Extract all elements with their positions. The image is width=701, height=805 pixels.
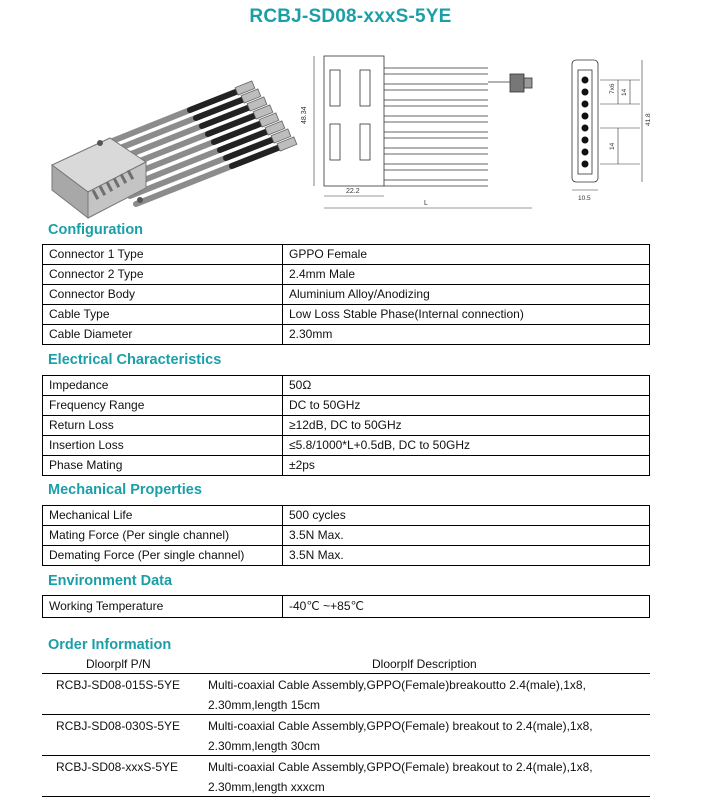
table-row xyxy=(43,396,650,416)
table-row xyxy=(43,546,650,566)
table-row xyxy=(43,285,650,305)
mechanical-table xyxy=(42,505,650,566)
mechanical-heading: Mechanical Properties xyxy=(48,482,202,498)
spec-value: GPPO Female xyxy=(283,245,650,265)
configuration-table xyxy=(42,244,650,345)
table-row xyxy=(43,325,650,345)
table-row xyxy=(43,416,650,436)
part-number: RCBJ-SD08-xxxS-5YE xyxy=(56,760,179,774)
description-line2: 2.30mm,length 15cm xyxy=(208,698,321,712)
table-row xyxy=(42,715,650,756)
spec-value: 3.5N Max. xyxy=(283,546,650,566)
dim-width: 22.2 xyxy=(346,188,360,195)
end-view-drawing xyxy=(572,60,642,190)
spec-key: Mating Force (Per single channel) xyxy=(43,526,283,546)
spec-key: Phase Mating xyxy=(43,456,283,476)
description-line1: Multi-coaxial Cable Assembly,GPPO(Female)breakoutto 2.4(male),1x8, xyxy=(208,678,586,692)
spec-key: Cable Type xyxy=(43,305,283,325)
electrical-table xyxy=(42,375,650,476)
spec-value: ±2ps xyxy=(283,456,650,476)
table-row xyxy=(43,506,650,526)
product-photo xyxy=(52,81,297,218)
table-row xyxy=(43,596,650,618)
environment-table xyxy=(42,595,650,618)
dim-14b: 14 xyxy=(609,142,616,150)
spec-value: 50Ω xyxy=(283,376,650,396)
table-row xyxy=(43,245,650,265)
table-row xyxy=(43,265,650,285)
spec-value: 2.30mm xyxy=(283,325,650,345)
table-row xyxy=(42,674,650,715)
spec-value: 3.5N Max. xyxy=(283,526,650,546)
part-number: RCBJ-SD08-030S-5YE xyxy=(56,719,181,733)
part-number: RCBJ-SD08-015S-5YE xyxy=(56,678,181,692)
dim-41: 41.8 xyxy=(645,113,652,126)
configuration-heading: Configuration xyxy=(48,222,144,238)
spec-key: Return Loss xyxy=(43,416,283,436)
dim-pitch: 7x6 xyxy=(609,83,616,94)
spec-value: ≥12dB, DC to 50GHz xyxy=(283,416,650,436)
table-row xyxy=(43,456,650,476)
dim-height: 48.34 xyxy=(301,106,308,124)
order-table xyxy=(42,657,650,797)
spec-key: Working Temperature xyxy=(43,596,283,618)
spec-key: Demating Force (Per single channel) xyxy=(43,546,283,566)
order-header xyxy=(42,657,650,674)
order-heading: Order Information xyxy=(48,637,172,653)
spec-value: Low Loss Stable Phase(Internal connection) xyxy=(283,305,650,325)
spec-value: -40℃ ~+85℃ xyxy=(283,596,650,618)
spec-key: Frequency Range xyxy=(43,396,283,416)
dim-end: 10.5 xyxy=(578,195,591,202)
spec-key: Connector 1 Type xyxy=(43,245,283,265)
spec-value: ≤5.8/1000*L+0.5dB, DC to 50GHz xyxy=(283,436,650,456)
description-line1: Multi-coaxial Cable Assembly,GPPO(Female) breakout to 2.4(male),1x8, xyxy=(208,760,593,774)
environment-heading: Environment Data xyxy=(48,573,173,589)
dim-14a: 14 xyxy=(621,88,628,96)
spec-value: 2.4mm Male xyxy=(283,265,650,285)
spec-value: Aluminium Alloy/Anodizing xyxy=(283,285,650,305)
col-pn-header: Dloorplf P/N xyxy=(86,657,151,671)
electrical-heading: Electrical Characteristics xyxy=(48,352,222,368)
side-view-drawing xyxy=(314,56,532,208)
spec-key: Impedance xyxy=(43,376,283,396)
spec-key: Connector 2 Type xyxy=(43,265,283,285)
spec-value: DC to 50GHz xyxy=(283,396,650,416)
spec-key: Cable Diameter xyxy=(43,325,283,345)
dim-length: L xyxy=(424,200,428,207)
page-title: RCBJ-SD08-xxxS-5YE xyxy=(249,6,452,27)
table-row xyxy=(43,376,650,396)
table-row xyxy=(42,756,650,797)
description-line1: Multi-coaxial Cable Assembly,GPPO(Female) breakout to 2.4(male),1x8, xyxy=(208,719,593,733)
product-figure xyxy=(0,40,701,220)
spec-key: Insertion Loss xyxy=(43,436,283,456)
spec-value: 500 cycles xyxy=(283,506,650,526)
col-desc-header: Dloorplf Description xyxy=(372,657,477,671)
description-line2: 2.30mm,length 30cm xyxy=(208,739,321,753)
description-line2: 2.30mm,length xxxcm xyxy=(208,780,325,794)
spec-key: Connector Body xyxy=(43,285,283,305)
table-row xyxy=(43,526,650,546)
table-row xyxy=(43,305,650,325)
spec-key: Mechanical Life xyxy=(43,506,283,526)
table-row xyxy=(43,436,650,456)
